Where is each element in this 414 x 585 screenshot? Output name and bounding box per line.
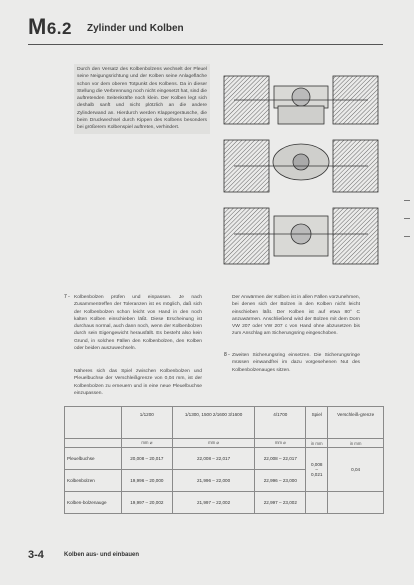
table-unit-cell: mm ⌀ — [255, 439, 306, 448]
table-cell: 22,008 – 22,017 — [172, 448, 255, 470]
wear-limit-cell: 0,04 — [328, 448, 384, 492]
table-row-label: Kolben-bolzenauge — [65, 492, 122, 514]
table-header-cell: Verschleiß-grenze — [328, 407, 384, 439]
table-cell-empty — [306, 492, 328, 514]
table-cell: 19,996 – 20,000 — [122, 470, 173, 492]
table-cell: 22,008 – 22,017 — [255, 448, 306, 470]
piston-diagram-middle — [224, 140, 378, 192]
step-7-text: Kolbenbolzen prüfen und einpassen. Je nach Zusammentreffen der Toleranzen ist es möglich, daß sich der Kolbenbolzen schon leicht von Hand in den noch kalten Kolben einschieben läßt. Diese Erscheinung ist durchaus normal, auch dann noch, wenn der Kolbenbolzen durch sein Eigengewicht herausfällt. Es besteht also kein Grund, in solchen Fällen den Kolbenbolzen, den Kolben oder beiden auszuwechseln. — [74, 295, 202, 352]
table-cell: 22,996 – 23,000 — [255, 470, 306, 492]
table-cell: 22,997 – 23,002 — [255, 492, 306, 514]
table-header-cell: Spiel — [306, 407, 328, 439]
table-header-cell: 1/1300, 1500 2/1600 3/1600 — [172, 407, 255, 439]
heating-paragraph: Der Anwärmen der Kolben ist in allen Fällen vorzunehmen, bei denen sich der Bolzen in den Kolben nicht leicht einschieben läßt. Der Kolben ist auf etwa 80° C anzuwärmen. Anschließend wird der Bolzen mit dem Dorn VW 207 oder VW 207 c von Hand ohne abzusetzen bis zum Anschlag am Sicherungsring eingeschoben. — [232, 295, 360, 337]
table-row — [65, 448, 384, 470]
table-cell: 21,996 – 22,000 — [172, 470, 255, 492]
piston-diagram-top — [224, 76, 378, 124]
table-unit-cell — [65, 439, 122, 448]
table-header-cell — [65, 407, 122, 439]
table-cell: 19,997 – 20,002 — [122, 492, 173, 514]
table-row — [65, 492, 384, 514]
table-unit-row — [65, 439, 384, 448]
step-7-note: Näheres sich das Spiel zwischen Kolbenbolzen und Pleuelbuchse der Verschleißgrenze von 0,04 mm, ist der Kolbenbolzen zu erneuern und in eine neue Pleuelbuchse einzupassen. — [74, 369, 202, 396]
table-unit-cell: mm ⌀ — [122, 439, 173, 448]
table-unit-cell: in mm — [306, 439, 328, 448]
page-number: 3-4 — [28, 549, 44, 561]
table-row-label: Pleuelbuchse — [65, 448, 122, 470]
step-8-text: Zweiten Sicherungsring einsetzen. Die Sicherungsringe müssen einwandfrei im dazu vorgesehenen Nut des Kolbenbolzenauges sitzen. — [232, 353, 360, 373]
margin-tick — [404, 218, 410, 219]
header-rule — [28, 44, 383, 45]
tolerance-table — [64, 406, 384, 514]
footer-title: Kolben aus- und einbauen — [64, 552, 140, 558]
table-cell: 20,008 – 20,017 — [122, 448, 173, 470]
step-number: 8 - — [224, 352, 230, 358]
table-row-label: Kolbenbolzen — [65, 470, 122, 492]
step-number: 7 - — [64, 294, 70, 300]
table-unit-cell: in mm — [328, 439, 384, 448]
spiel-cell: 0,008 – 0,021 — [306, 448, 328, 492]
table-header-row — [65, 407, 384, 439]
piston-illustration — [214, 66, 388, 271]
table-unit-cell: mm ⌀ — [172, 439, 255, 448]
piston-diagram-bottom — [224, 208, 378, 264]
table-cell-empty — [328, 492, 384, 514]
table-header-cell: 4/1700 — [255, 407, 306, 439]
section-title: Zylinder und Kolben — [87, 23, 184, 34]
intro-paragraph: Durch den Versatz des Kolbenbolzens wechselt der Pleuel seine Neigungsrichtung und der Kolben seine Anlagefläche schon vor dem oberen Totpunkt des Kolbens. Da in dieser Stellung die Verbrennung noch nicht eingesetzt hat, sind die auftretenden Seitenkräfte noch klein. Der Kolben legt sich deshalb sanft und nicht plötzlich an die andere Zylinderwand an. Hierdurch werden Klappergeräusche, die beim Druckwechsel durch Kippen des Kolbens besonders bei größerem Kolbenspiel auftreten, verhindert. — [74, 64, 210, 134]
margin-tick — [404, 236, 410, 237]
table-cell: 21,997 – 22,002 — [172, 492, 255, 514]
margin-tick — [404, 200, 410, 201]
table-header-cell: 1/1200 — [122, 407, 173, 439]
section-code: M6.2 — [28, 14, 72, 39]
